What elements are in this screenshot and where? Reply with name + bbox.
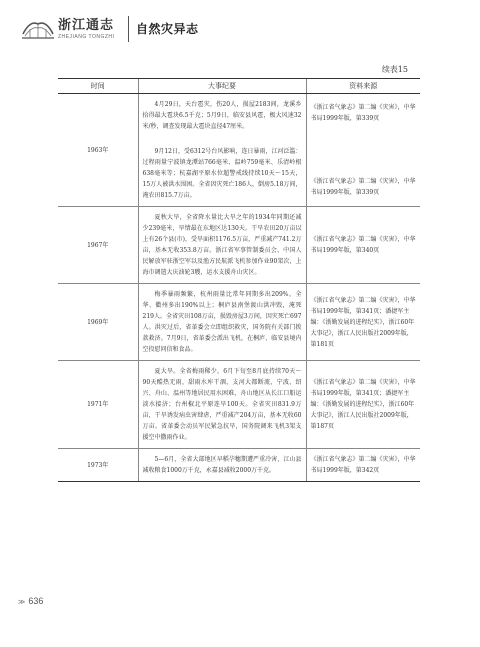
source-cell [306,361,420,449]
logo-title: 浙江通志 [58,18,115,33]
table-header-row [58,79,420,94]
event-cell [138,284,306,361]
page-footer [18,596,43,606]
page-number: 636 [28,596,44,606]
table-row [58,361,420,449]
table-row [58,284,420,361]
source-cell [306,284,420,361]
bridge-logo-icon [22,14,54,42]
column-header-sources: 资料来源 [306,79,420,94]
column-header-time: 时间 [58,79,138,94]
source-text: 《浙江省气象志》第二编《灾害》，中华书局1999年版，第339页 [310,104,416,122]
source-text: 《浙江省气象志》第二编《灾害》，中华书局1999年版，第342页 [310,456,416,474]
time-cell: 1969年 [58,284,138,361]
time-cell: 1963年 [58,94,138,207]
logo-subtitle: ZHEJIANG TONGZHI [58,34,115,40]
table-row [58,207,420,284]
source-cell [306,449,420,482]
source-cell [306,94,420,207]
publication-logo [22,12,122,46]
source-text: 《浙江省气象志》第二编《灾害》，中华书局1999年版，第339页 [310,178,416,196]
event-paragraph: 夏秋大旱，全省降水量比大旱之年的1934年同期还减少239毫米，旱情最在东地区达130天。干旱农田20万亩以上有26个县(市)，受旱面积1176.5万亩，严重减产741.2万亩，基本无收353.8万亩。浙江省军事管制委员会、中国人民解放军驻浙空军以及渔方民航派飞机参加作业90架次，上海市调遣大庆油轮3艘，运水支援舟山灾区。 [142,214,302,276]
time-cell: 1971年 [58,361,138,449]
event-paragraph: 5—6月，全省大部地区早稻孕穗期遭严重冷害，江山县减收粮食1000万千克，永嘉县减收2000万千克。 [142,456,302,474]
source-text: 《浙江省气象志》第二编《灾害》，中华书局1999年版，第341页；潘捷军主编：《浙勤发展的进程纪实》，浙江60年大事记》，浙江人民出版社2009年版，第187页 [310,379,416,430]
source-text: 《浙江省气象志》第二编《灾害》，中华书局1999年版，第340页 [310,236,416,254]
table-row [58,94,420,207]
time-cell: 1973年 [58,449,138,482]
event-cell [138,207,306,284]
page-header [22,10,462,50]
event-paragraph: 4月29日，天台雹灾，伤20人，损屋2183间，龙溪乡拾得最大雹块6.5千克；5月9日，临安县风雹，极大风速32米/秒，调查发现最大雹块直径47厘米。 [142,101,302,130]
page-marker-icon: ≫ [18,599,26,606]
book-title: 自然灾异志 [136,22,199,36]
event-cell [138,449,306,482]
table-continuation-label: 续表15 [381,65,408,74]
source-text: 《浙江省气象志》第二编《灾害》，中华书局1999年版，第341页；潘捷军主编：《浙勤发展的进程纪实》，浙江60年大事记》，浙江人民出版社2009年版，第181页 [310,296,416,348]
event-paragraph: 夏大旱。全省梅雨稀少，6月下旬至8月底持续70天～90天酷热无雨，甜雨水库干涸，支河大都断流，宁波、绍兴、舟山、温州等地居民用水困难，舟山地区从长江口船运淡水接济；台州椒北平原连旱100天。全省灾田831.9万亩，干旱诱发病虫害肆虐，严重减产204万亩，基本无收60万亩。省革委会动员军民紧急抗旱，国务院调来飞机3架支援空中撒雨作业。 [142,368,302,441]
time-cell: 1967年 [58,207,138,284]
events-table [58,78,420,482]
event-paragraph: 9月12日，受6312号台风影响，连日暴雨，江河泛滥：过程雨量宁波镇龙潭站766毫米、温岭759毫米、乐清岭根638毫米等；杭嘉湖平原水位超警戒线持续10天～15天，15万人被洪水围困。全省因灾死亡186人，倒房5.18万间，淹农田815.7万亩。 [142,148,302,199]
header-divider [128,16,129,42]
table-row [58,449,420,482]
event-cell [138,94,306,207]
source-cell [306,207,420,284]
column-header-events: 大事纪要 [138,79,306,94]
event-paragraph: 梅季暴雨频繁，杭州雨量比常年同期多出209%，全华、衢州多出190%以上；桐庐县南堡渡山洪冲毁，淹死219人。全省灾田108万亩，损毁房屋3万间，因灾死亡697人。洪灾过后，省革委会立即组织救灾，国务院有关部门拨款救济。7月9日，省革委会派出飞机，在桐庐、临安县境内空投慰问信和食品。 [142,291,302,353]
event-cell [138,361,306,449]
